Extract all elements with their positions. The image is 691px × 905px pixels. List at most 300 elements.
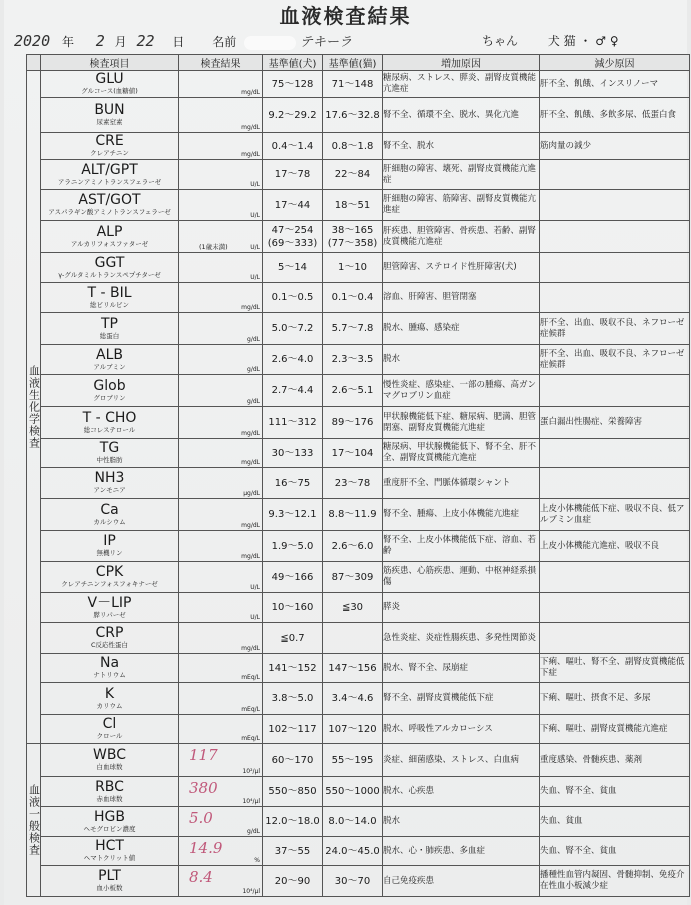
increase-cause-cell (383, 807, 540, 837)
table-row (27, 468, 690, 499)
ref-cat-value: 55～195 (331, 754, 374, 766)
decrease-cause-cell (540, 683, 690, 715)
test-code: IP (103, 533, 116, 549)
name-label: 名前 (212, 35, 237, 49)
ref-dog-value: 60～170 (271, 754, 314, 766)
decrease-cause-cell (540, 375, 690, 407)
test-code: TG (99, 440, 120, 456)
ref-cat-cell (323, 593, 383, 623)
test-name-jp: クレアチニン (90, 149, 129, 157)
test-code: HCT (95, 838, 124, 854)
decrease-cause-cell (540, 407, 690, 439)
test-item-cell (41, 715, 179, 744)
test-item-cell (41, 283, 179, 313)
test-name-jp: 総コレステロール (83, 425, 136, 434)
col-ref-cat: 基準値(猫) (323, 55, 383, 71)
decrease-cause-text: 失血、腎不全、貧血 (540, 845, 617, 856)
ref-cat-cell (323, 837, 383, 866)
ref-cat-value: 5.7～7.8 (331, 323, 374, 334)
result-cell (179, 744, 263, 777)
decrease-cause-text: 重度感染、骨髄疾患、薬剤 (540, 754, 643, 765)
year-label: 年 (61, 35, 74, 49)
ref-dog-value: 20～90 (274, 875, 311, 887)
ref-cat-cell (323, 283, 383, 313)
ref-dog-cell (263, 221, 323, 253)
ref-dog-value: 47～254 (69～333) (267, 224, 318, 249)
test-code: Na (99, 655, 120, 671)
result-cell (179, 253, 263, 283)
ref-cat-cell (323, 683, 383, 715)
ref-cat-value: 2.6～6.0 (331, 540, 374, 552)
col-item: 検査項目 (41, 55, 179, 71)
result-cell (179, 98, 263, 133)
ref-cat-value: 3.4～4.6 (331, 693, 374, 704)
test-code: TP (101, 315, 118, 332)
result-unit: U/L (250, 274, 260, 281)
increase-cause-text: 腎不全、循環不全、脱水、異化亢進 (383, 109, 520, 120)
decrease-cause-cell (540, 345, 690, 375)
table-row (27, 439, 690, 468)
increase-cause-cell (383, 133, 540, 160)
ref-dog-cell (263, 593, 323, 623)
result-unit: g/dL (247, 366, 260, 373)
section-label-chemistry: 血液生化学検査 (27, 71, 41, 744)
test-name-jp: 無機リン (96, 549, 123, 557)
decrease-cause-text: 下痢、嘔吐、副腎皮質機能亢進症 (540, 723, 668, 734)
increase-cause-cell (383, 562, 540, 593)
test-item-cell (41, 375, 179, 407)
ref-dog-cell (263, 715, 323, 744)
increase-cause-text: 腎不全、脱水 (383, 140, 435, 151)
decrease-cause-cell (540, 531, 690, 562)
ref-dog-cell (263, 807, 323, 837)
ref-cat-value: 2.3～3.5 (331, 354, 374, 365)
decrease-cause-cell (540, 807, 690, 837)
ref-cat-cell (323, 345, 383, 375)
ref-dog-value: 102～117 (268, 723, 317, 735)
test-code: WBC (93, 747, 126, 763)
increase-cause-text: 脱水、心・肺疾患、多血症 (383, 845, 486, 856)
result-cell (179, 654, 263, 683)
date-year: 2020 (14, 32, 51, 50)
ref-dog-value: 5.0～7.2 (271, 323, 314, 334)
test-item-cell (41, 531, 179, 562)
ref-cat-cell (323, 160, 383, 190)
table-row (27, 375, 690, 407)
increase-cause-cell (383, 375, 540, 407)
ref-dog-cell (263, 866, 323, 897)
result-cell (179, 439, 263, 468)
test-item-cell (41, 221, 179, 253)
increase-cause-text: 糖尿病、甲状腺機能低下、腎不全、肝不全、副腎皮質機能亢進症 (383, 442, 537, 463)
test-item-cell (41, 133, 179, 160)
increase-cause-cell (383, 623, 540, 654)
result-unit: mg/dL (241, 645, 260, 652)
ref-dog-value: 75～128 (271, 78, 314, 90)
increase-cause-cell (383, 345, 540, 375)
ref-cat-value: 17～104 (331, 447, 374, 459)
ref-cat-value: 87～309 (331, 571, 374, 583)
decrease-cause-cell (540, 593, 690, 623)
redacted-owner-name (244, 36, 296, 50)
increase-cause-cell (383, 160, 540, 190)
month-label: 月 (114, 35, 127, 49)
increase-cause-cell (383, 190, 540, 221)
table-header-row (27, 55, 690, 71)
test-name-jp: グロブリン (93, 393, 126, 402)
test-name-jp: アンモニア (93, 486, 126, 494)
result-cell (179, 283, 263, 313)
test-name-jp: 赤血球数 (96, 794, 123, 803)
result-unit: U/L (250, 584, 260, 591)
test-name-jp: クレアチニンフォスフォキナーゼ (61, 580, 158, 588)
increase-cause-cell (383, 744, 540, 777)
col-ref-dog: 基準値(犬) (263, 55, 323, 71)
ref-dog-value: ≦0.7 (280, 632, 305, 644)
table-row (27, 283, 690, 313)
test-item-cell (41, 807, 179, 837)
increase-cause-text: 慢性炎症、感染症、一部の腫瘍、高ガンマグロブリン血症 (383, 379, 537, 401)
ref-cat-value: 1～10 (337, 262, 368, 273)
test-code: NH3 (94, 470, 125, 486)
test-code: CRE (95, 133, 124, 149)
test-code: ALP (96, 223, 123, 240)
ref-cat-value: 8.8～11.9 (328, 509, 377, 520)
col-result: 検査結果 (179, 55, 263, 71)
result-unit: 10⁴/μl (242, 798, 260, 805)
result-unit: μg/dL (243, 490, 260, 497)
result-cell (179, 313, 263, 345)
table-row (27, 562, 690, 593)
ref-cat-cell (323, 133, 383, 160)
result-cell (179, 562, 263, 593)
ref-cat-cell (323, 744, 383, 777)
result-value: 8.4 (189, 868, 213, 886)
ref-cat-cell (323, 190, 383, 221)
ref-cat-cell (323, 807, 383, 837)
ref-dog-value: 0.4～1.4 (271, 140, 314, 152)
test-name-jp: アスパラギン酸アミノトランスフェラーゼ (48, 208, 171, 216)
test-code: AST/GOT (78, 192, 141, 208)
ref-cat-cell (323, 71, 383, 98)
decrease-cause-cell (540, 98, 690, 133)
test-code: Glob (93, 377, 126, 394)
decrease-cause-cell (540, 866, 690, 897)
result-unit: g/dL (247, 336, 260, 343)
test-code: Cl (102, 716, 117, 732)
decrease-cause-cell (540, 837, 690, 866)
ref-cat-value: 0.1～0.4 (331, 292, 374, 303)
result-cell (179, 133, 263, 160)
test-item-cell (41, 683, 179, 715)
result-unit: mEq/L (241, 735, 260, 742)
decrease-cause-cell (540, 744, 690, 777)
pet-name: テキーラ (299, 35, 352, 50)
decrease-cause-text: 肝不全、飢餓、多飲多尿、低蛋白食 (540, 109, 677, 120)
decrease-cause-text: 筋肉量の減少 (540, 140, 592, 151)
test-item-cell (41, 253, 179, 283)
table-row (27, 623, 690, 654)
ref-dog-value: 5～14 (277, 262, 308, 273)
ref-dog-value: 16～75 (274, 477, 311, 489)
increase-cause-text: 糖尿病、ストレス、膵炎、副腎皮質機能亢進症 (383, 73, 537, 94)
test-name-jp: γ-グルタミルトランスペプチターゼ (58, 270, 161, 279)
decrease-cause-text: 播種性血管内凝固、骨髄抑制、免疫介在性血小板減少症 (540, 870, 685, 891)
result-unit: mg/dL (241, 89, 260, 96)
decrease-cause-cell (540, 468, 690, 499)
test-item-cell (41, 866, 179, 897)
test-item-cell (41, 562, 179, 593)
ref-cat-cell (323, 98, 383, 133)
result-unit: U/L (250, 212, 260, 219)
test-item-cell (41, 190, 179, 221)
table-row (27, 837, 690, 866)
result-unit: mg/dL (241, 124, 260, 131)
ref-cat-cell (323, 623, 383, 654)
result-cell (179, 190, 263, 221)
test-code: CRP (95, 625, 124, 641)
test-item-cell (41, 468, 179, 499)
result-cell (179, 345, 263, 375)
result-unit: g/dL (247, 398, 260, 405)
increase-cause-cell (383, 253, 540, 283)
table-row (27, 807, 690, 837)
test-code: GLU (95, 71, 124, 87)
test-name-jp: アルブミン (93, 362, 126, 371)
decrease-cause-cell (540, 253, 690, 283)
test-item-cell (41, 345, 179, 375)
increase-cause-text: 脱水、心疾患 (383, 786, 435, 796)
table-row (27, 744, 690, 777)
ref-cat-cell (323, 654, 383, 683)
test-code: RBC (95, 778, 124, 795)
ref-dog-cell (263, 499, 323, 531)
table-row (27, 407, 690, 439)
ref-dog-value: 550～850 (268, 786, 317, 797)
ref-cat-value: 107～120 (328, 723, 377, 735)
increase-cause-text: 脱水 (383, 354, 401, 364)
species-field (482, 30, 619, 52)
decrease-cause-cell (540, 133, 690, 160)
decrease-cause-cell (540, 190, 690, 221)
ref-cat-value: 22～84 (334, 169, 371, 180)
increase-cause-cell (383, 593, 540, 623)
result-unit: mg/dL (241, 522, 260, 529)
increase-cause-cell (383, 439, 540, 468)
test-code: BUN (94, 102, 125, 118)
result-cell (179, 531, 263, 562)
increase-cause-cell (383, 715, 540, 744)
decrease-cause-text: 蛋白漏出性腸症、栄養障害 (540, 417, 643, 427)
ref-cat-value: 71～148 (331, 78, 374, 90)
result-unit: g/dL (247, 828, 260, 835)
result-unit: U/L (250, 244, 260, 251)
result-cell (179, 837, 263, 866)
ref-dog-cell (263, 313, 323, 345)
test-name-jp: アラニンアミノトランスフェラーゼ (57, 177, 162, 186)
ref-dog-value: 111～312 (268, 417, 317, 428)
table-row (27, 253, 690, 283)
ref-cat-cell (323, 407, 383, 439)
decrease-cause-text: 肝不全、出血、吸収不良、ネフローゼ症候群 (540, 348, 685, 370)
test-code: PLT (98, 868, 121, 884)
ref-cat-value: 0.8～1.8 (331, 140, 374, 152)
table-row (27, 133, 690, 160)
ref-cat-value: 550～1000 (325, 786, 380, 797)
increase-cause-text: 膵炎 (383, 602, 401, 612)
section-label-cbc: 血液一般検査 (27, 744, 41, 897)
col-decrease: 減少原因 (540, 55, 690, 71)
test-code: T - BIL (87, 284, 132, 301)
increase-cause-text: 脱水、腎不全、尿崩症 (383, 662, 469, 673)
result-cell (179, 777, 263, 807)
result-value: 117 (189, 746, 218, 764)
ref-dog-value: 141～152 (268, 662, 317, 674)
ref-dog-cell (263, 439, 323, 468)
test-code: GGT (94, 254, 125, 271)
ref-dog-cell (263, 98, 323, 133)
ref-dog-cell (263, 468, 323, 499)
increase-cause-text: 急性炎症、炎症性腸疾患、多発性関節炎 (383, 632, 537, 643)
ref-cat-cell (323, 866, 383, 897)
table-row (27, 715, 690, 744)
increase-cause-cell (383, 683, 540, 715)
increase-cause-cell (383, 654, 540, 683)
test-code: T - CHO (82, 409, 137, 426)
ref-dog-value: 2.7～4.4 (271, 385, 314, 396)
ref-dog-value: 12.0～18.0 (265, 816, 320, 827)
result-cell (179, 593, 263, 623)
ref-dog-cell (263, 375, 323, 407)
result-cell (179, 221, 263, 253)
increase-cause-text: 溶血、肝障害、胆管閉塞 (383, 292, 477, 302)
increase-cause-text: 肝細胞の障害、筋障害、副腎皮質機能亢進症 (383, 194, 537, 215)
increase-cause-text: 自己免疫疾患 (383, 875, 435, 886)
result-unit: mg/dL (241, 430, 260, 437)
decrease-cause-text: 上皮小体機能低下症、吸収不良、低アルブミン血症 (540, 503, 685, 525)
test-code: K (104, 685, 115, 702)
decrease-cause-text: 肝不全、出血、吸収不良、ネフローゼ症候群 (540, 317, 685, 339)
ref-cat-value: 38～165 (77～358) (327, 224, 378, 249)
increase-cause-cell (383, 221, 540, 253)
ref-cat-value: 8.0～14.0 (328, 816, 377, 827)
result-value: 5.0 (189, 809, 213, 827)
increase-cause-text: 甲状腺機能低下症、糖尿病、肥満、胆管閉塞、副腎皮質機能亢進症 (383, 411, 537, 433)
decrease-cause-cell (540, 654, 690, 683)
ref-cat-value: 89～176 (331, 417, 374, 428)
result-unit: 10⁴/μl (242, 888, 260, 895)
ref-dog-value: 9.3～12.1 (268, 509, 317, 520)
decrease-cause-cell (540, 499, 690, 531)
test-name-jp: ヘモグロビン濃度 (83, 824, 136, 833)
date-field (14, 30, 352, 52)
ref-dog-cell (263, 160, 323, 190)
result-cell (179, 623, 263, 654)
result-unit: U/L (250, 181, 260, 188)
increase-cause-text: 腎不全、上皮小体機能低下症、溶血、若齢 (383, 535, 537, 556)
test-code: Ca (100, 501, 119, 518)
test-item-cell (41, 71, 179, 98)
test-name-jp: 総ビリルビン (90, 300, 129, 309)
date-month: 2 (95, 32, 105, 50)
ref-dog-cell (263, 133, 323, 160)
day-label: 日 (172, 35, 185, 49)
ref-cat-value: 17.6～32.8 (325, 109, 380, 121)
increase-cause-text: 腎不全、副腎皮質機能低下症 (383, 693, 494, 703)
result-unit: 10²/μl (242, 768, 260, 775)
test-code: HGB (94, 808, 125, 825)
test-code: ALB (96, 346, 123, 363)
increase-cause-text: 炎症、細菌感染、ストレス、白血病 (383, 754, 520, 765)
ref-cat-value: 30～70 (334, 875, 371, 887)
ref-dog-cell (263, 531, 323, 562)
result-unit: mg/dL (241, 553, 260, 560)
ref-cat-value: 147～156 (328, 662, 377, 674)
result-unit: mEq/L (241, 674, 260, 681)
test-item-cell (41, 623, 179, 654)
test-name-jp: カルシウム (93, 517, 126, 526)
ref-cat-cell (323, 499, 383, 531)
test-item-cell (41, 744, 179, 777)
ref-cat-value: 24.0～45.0 (325, 845, 380, 857)
date-day: 22 (136, 32, 155, 50)
result-unit: mg/dL (241, 151, 260, 158)
increase-cause-text: 肝細胞の障害、壊死、副腎皮質機能亢進症 (383, 163, 537, 185)
ref-dog-cell (263, 623, 323, 654)
test-item-cell (41, 407, 179, 439)
report-sheet (4, 0, 687, 905)
increase-cause-cell (383, 407, 540, 439)
species-sex-options: 犬 猫 ・ ♂ ♀ (547, 34, 619, 48)
ref-dog-cell (263, 190, 323, 221)
ref-cat-value: 2.6～5.1 (331, 385, 374, 396)
result-cell (179, 71, 263, 98)
ref-cat-cell (323, 562, 383, 593)
ref-dog-value: 17～44 (274, 199, 311, 211)
result-value: 14.9 (189, 839, 223, 857)
result-unit: mg/dL (241, 459, 260, 466)
increase-cause-text: 肝疾患、胆管障害、骨疾患、若齢、副腎皮質機能亢進症 (383, 225, 537, 247)
ref-cat-cell (323, 715, 383, 744)
result-unit: mEq/L (241, 706, 260, 713)
table-row (27, 531, 690, 562)
decrease-cause-cell (540, 562, 690, 593)
result-cell (179, 683, 263, 715)
ref-cat-cell (323, 777, 383, 807)
ref-dog-cell (263, 744, 323, 777)
table-row (27, 71, 690, 98)
result-unit: U/L (250, 614, 260, 621)
test-name-jp: 白血球数 (96, 763, 123, 771)
test-name-jp: 中性脂肪 (96, 456, 123, 464)
increase-cause-cell (383, 98, 540, 133)
results-table (26, 54, 690, 897)
result-cell (179, 499, 263, 531)
increase-cause-text: 重度肝不全、門脈体循環シャント (383, 477, 511, 488)
ref-cat-cell (323, 253, 383, 283)
increase-cause-cell (383, 531, 540, 562)
increase-cause-text: 筋疾患、心筋疾患、運動、中枢神経系損傷 (383, 566, 537, 587)
ref-cat-cell (323, 221, 383, 253)
decrease-cause-cell (540, 715, 690, 744)
ref-cat-cell (323, 313, 383, 345)
ref-dog-value: 1.9～5.0 (271, 540, 314, 552)
col-increase: 増加原因 (383, 55, 540, 71)
ref-dog-cell (263, 71, 323, 98)
decrease-cause-text: 肝不全、飢餓、インスリノーマ (540, 78, 659, 89)
table-row (27, 593, 690, 623)
ref-dog-cell (263, 562, 323, 593)
